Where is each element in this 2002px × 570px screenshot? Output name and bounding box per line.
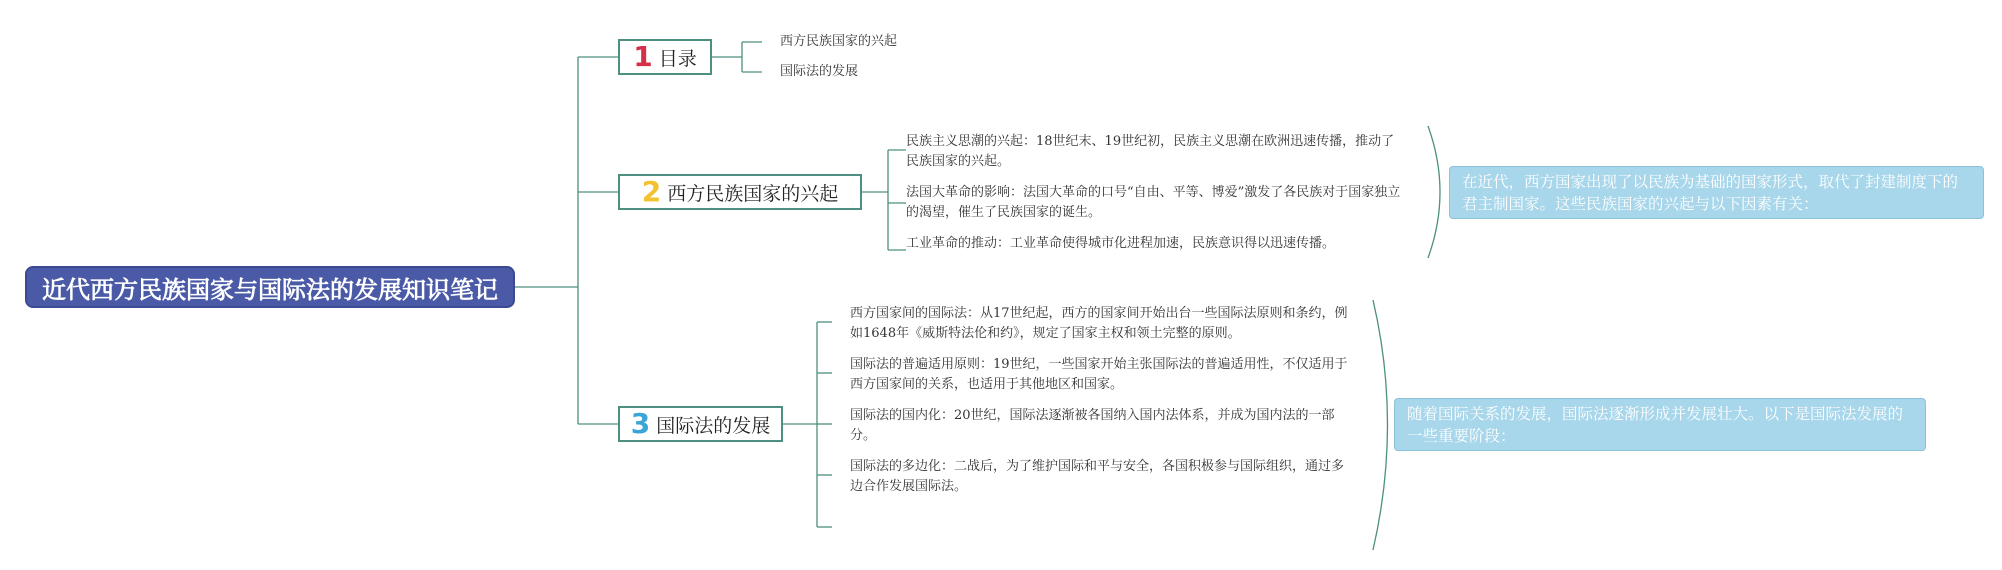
summary-note[interactable]: 在近代，西方国家出现了以民族为基础的国家形式，取代了封建制度下的君主制国家。这些民族国家的兴起与以下因素有关： [1449, 166, 1984, 219]
topic-international-law[interactable] [618, 406, 783, 442]
list-item[interactable]: 民族主义思潮的兴起：18世纪末、19世纪初，民族主义思潮在欧洲迅速传播，推动了民族国家的兴起。 [906, 134, 1395, 169]
topic-nation-states[interactable] [618, 174, 862, 210]
topic-label: 西方民族国家的兴起 [667, 182, 839, 205]
topic-number: 2 [641, 175, 662, 208]
list-item[interactable]: 西方国家间的国际法：从17世纪起，西方的国家间开始出台一些国际法原则和条约，例如1648年《威斯特法伦和约》，规定了国家主权和领土完整的原则。 [850, 306, 1348, 341]
list-item[interactable]: 国际法的多边化：二战后，为了维护国际和平与安全，各国积极参与国际组织，通过多边合作发展国际法。 [850, 459, 1345, 494]
root-title: 近代西方民族国家与国际法的发展知识笔记 [42, 275, 498, 304]
list-item[interactable]: 国际法的发展 [780, 64, 859, 79]
topic-directory[interactable] [618, 39, 712, 75]
list-item[interactable]: 国际法的普遍适用原则：19世纪，一些国家开始主张国际法的普遍适用性，不仅适用于西方国家间的关系，也适用于其他地区和国家。 [850, 357, 1348, 392]
summary-note[interactable]: 随着国际关系的发展，国际法逐渐形成并发展壮大。以下是国际法发展的一些重要阶段： [1394, 398, 1926, 451]
topic-label: 国际法的发展 [656, 414, 771, 437]
list-item[interactable]: 西方民族国家的兴起 [780, 34, 898, 49]
list-item[interactable]: 国际法的国内化：20世纪，国际法逐渐被各国纳入国内法体系，并成为国内法的一部分。 [850, 408, 1335, 443]
list-item[interactable]: 工业革命的推动：工业革命使得城市化进程加速，民族意识得以迅速传播。 [906, 236, 1336, 251]
topic-number: 1 [633, 40, 653, 73]
topic-label: 目录 [658, 47, 697, 70]
root-topic[interactable] [25, 266, 515, 308]
list-item[interactable]: 法国大革命的影响：法国大革命的口号“自由、平等、博爱”激发了各民族对于国家独立的渴望，催生了民族国家的诞生。 [906, 185, 1401, 220]
topic-number: 3 [630, 407, 651, 440]
